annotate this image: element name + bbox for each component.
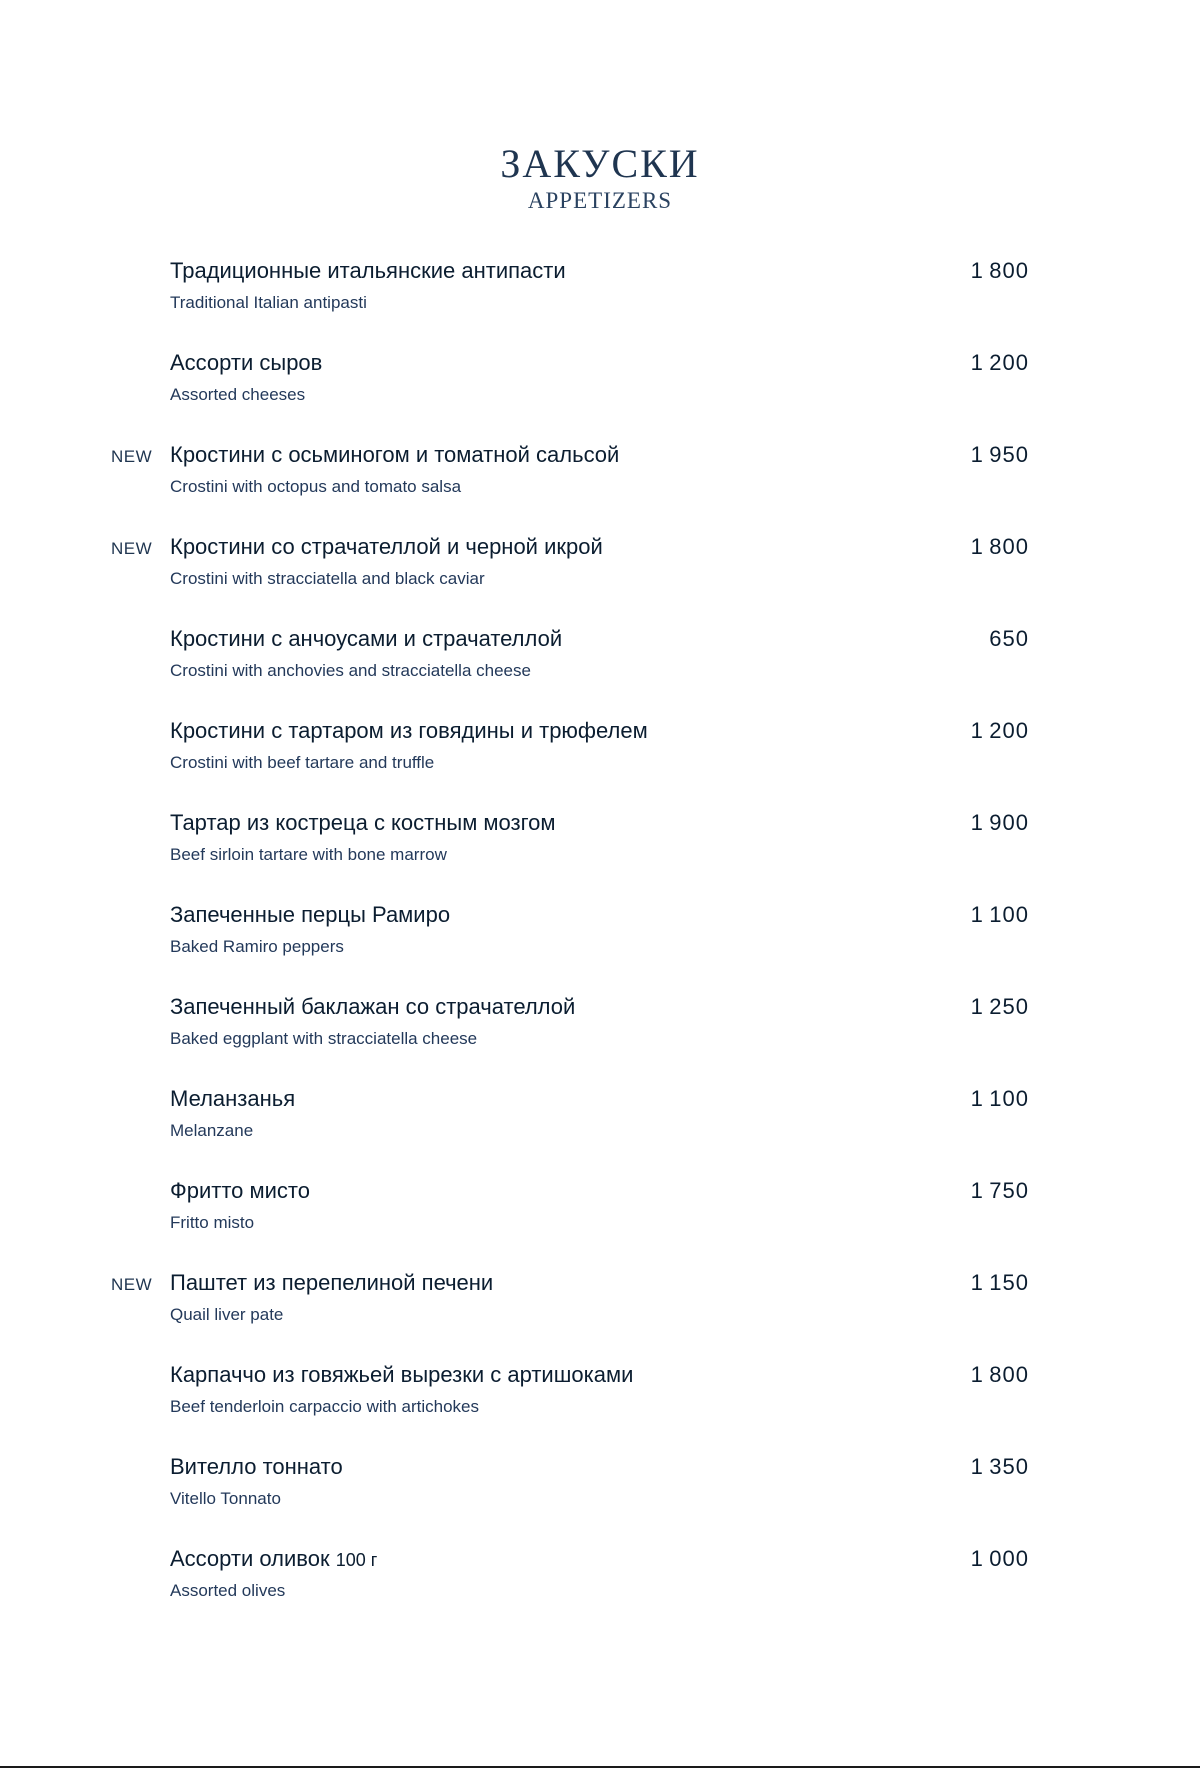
- item-name-text: Кростини с анчоусами и страчателлой: [170, 626, 563, 651]
- item-price: 650: [989, 626, 1029, 651]
- menu-item: [0, 1268, 1200, 1360]
- menu-item: [0, 624, 1200, 716]
- menu-item: [0, 900, 1200, 992]
- item-name: [170, 256, 566, 286]
- item-description: Fritto misto: [170, 1213, 255, 1232]
- menu-item: [0, 1452, 1200, 1544]
- item-price: 1 150: [970, 1270, 1029, 1295]
- item-price: 1 200: [970, 350, 1029, 375]
- item-name: [170, 624, 562, 654]
- item-price: 1 100: [970, 902, 1029, 927]
- new-badge: NEW: [111, 1275, 153, 1294]
- item-name: [170, 1268, 493, 1298]
- item-description: Quail liver pate: [170, 1305, 284, 1324]
- item-name: [170, 348, 322, 378]
- item-name-text: Паштет из перепелиной печени: [170, 1270, 494, 1295]
- menu-item: [0, 716, 1200, 808]
- item-description: Crostini with stracciatella and black caviar: [170, 569, 485, 588]
- section-title: ЗАКУСКИ: [500, 141, 700, 186]
- menu-list: [0, 256, 1200, 1636]
- item-name: [170, 532, 603, 562]
- item-name-text: Кростини со страчателлой и черной икрой: [170, 534, 603, 559]
- menu-item: [0, 1176, 1200, 1268]
- item-name: [170, 1544, 377, 1575]
- menu-header: [0, 142, 1200, 214]
- item-portion: 100 г: [335, 1550, 378, 1570]
- item-description: Vitello Tonnato: [170, 1489, 281, 1508]
- item-name: [170, 440, 619, 470]
- item-name-text: Ассорти оливок: [170, 1546, 330, 1571]
- item-price: 1 900: [970, 810, 1029, 835]
- new-badge: NEW: [111, 539, 153, 558]
- item-name-text: Вителло тоннато: [170, 1454, 343, 1479]
- item-name-text: Кростини с тартаром из говядины и трюфелем: [170, 718, 648, 743]
- item-price: 1 000: [970, 1546, 1029, 1571]
- item-description: Assorted cheeses: [170, 385, 306, 404]
- item-name: [170, 1452, 343, 1482]
- item-name: [170, 808, 556, 838]
- item-price: 1 250: [970, 994, 1029, 1019]
- menu-item: [0, 1084, 1200, 1176]
- item-name: [170, 900, 450, 930]
- item-name: [170, 992, 575, 1022]
- item-name-text: Фритто мисто: [170, 1178, 310, 1203]
- item-description: Traditional Italian antipasti: [170, 293, 367, 312]
- item-description: Crostini with beef tartare and truffle: [170, 753, 435, 772]
- item-description: Baked eggplant with stracciatella cheese: [170, 1029, 478, 1048]
- item-name: [170, 1176, 310, 1206]
- item-name-text: Традиционные итальянские антипасти: [170, 258, 566, 283]
- item-price: 1 750: [970, 1178, 1029, 1203]
- menu-item: [0, 256, 1200, 348]
- item-description: Beef tenderloin carpaccio with artichokes: [170, 1397, 479, 1416]
- menu-item: [0, 1360, 1200, 1452]
- menu-item: [0, 440, 1200, 532]
- item-price: 1 800: [970, 534, 1029, 559]
- menu-item: [0, 808, 1200, 900]
- menu-item: [0, 348, 1200, 440]
- item-name-text: Ассорти сыров: [170, 350, 323, 375]
- new-badge: NEW: [111, 447, 153, 466]
- item-name-text: Кростини с осьминогом и томатной сальсой: [170, 442, 620, 467]
- item-price: 1 800: [970, 258, 1029, 283]
- item-description: Baked Ramiro peppers: [170, 937, 344, 956]
- item-name-text: Карпаччо из говяжьей вырезки с артишоками: [170, 1362, 634, 1387]
- menu-item: [0, 992, 1200, 1084]
- item-description: Crostini with octopus and tomato salsa: [170, 477, 462, 496]
- item-price: 1 200: [970, 718, 1029, 743]
- item-name: [170, 1084, 295, 1114]
- item-name-text: Запеченные перцы Рамиро: [170, 902, 451, 927]
- menu-item: [0, 532, 1200, 624]
- item-description: Melanzane: [170, 1121, 254, 1140]
- item-price: 1 950: [970, 442, 1029, 467]
- item-description: Assorted olives: [170, 1581, 286, 1600]
- menu-item: [0, 1544, 1200, 1636]
- item-name-text: Меланзанья: [170, 1086, 296, 1111]
- item-description: Beef sirloin tartare with bone marrow: [170, 845, 447, 864]
- item-description: Crostini with anchovies and stracciatella cheese: [170, 661, 531, 680]
- item-price: 1 350: [970, 1454, 1029, 1479]
- item-name: [170, 1360, 633, 1390]
- item-price: 1 800: [970, 1362, 1029, 1387]
- section-subtitle: APPETIZERS: [527, 188, 673, 213]
- item-name-text: Запеченный баклажан со страчателлой: [170, 994, 576, 1019]
- item-name: [170, 716, 648, 746]
- item-price: 1 100: [970, 1086, 1029, 1111]
- item-name-text: Тартар из костреца с костным мозгом: [170, 810, 556, 835]
